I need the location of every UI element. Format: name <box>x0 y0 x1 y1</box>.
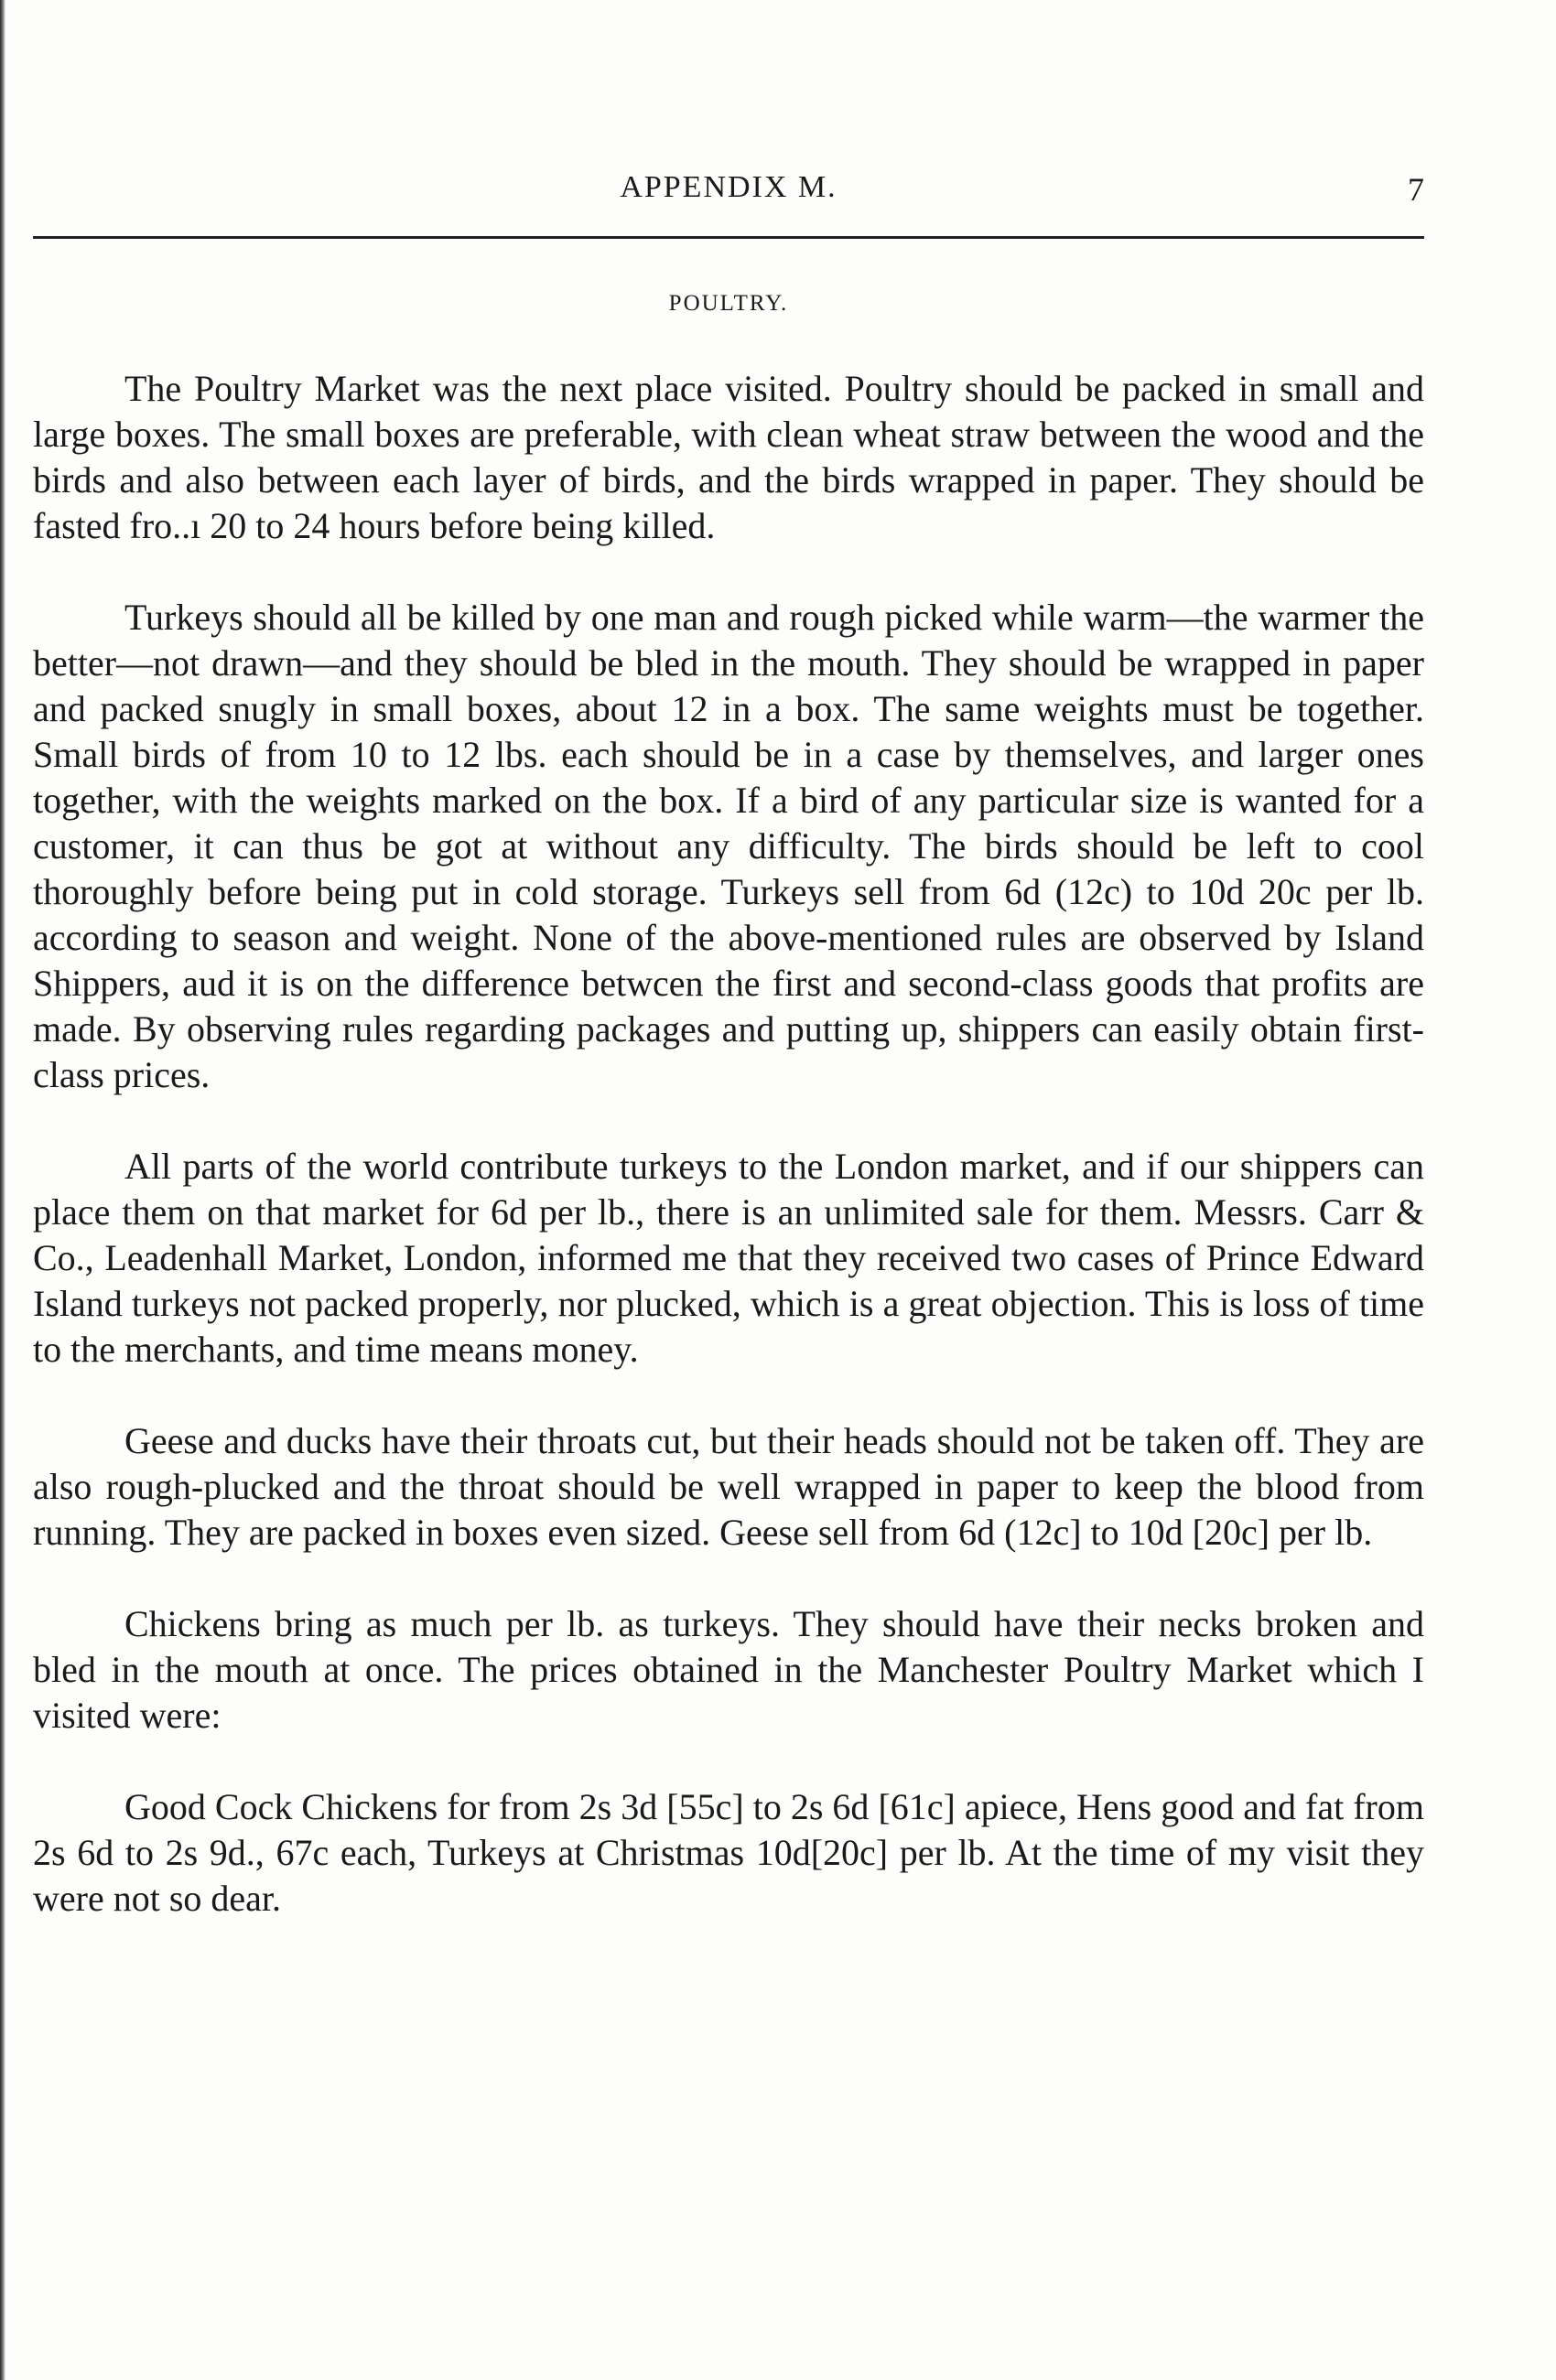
paragraph-geese-ducks: Geese and ducks have their throats cut, but their heads should not be taken off. They are also rough-plucked and the throat should be well wrapped in paper to keep the blood from running. They are packed in boxes even sized. Geese sell from 6d (12c] to 10d [20c] per lb. <box>33 1420 1424 1553</box>
section-title: POULTRY. <box>668 291 789 316</box>
page-number: 7 <box>1408 171 1424 208</box>
body-text <box>33 366 1424 1967</box>
paragraph-london-market: All parts of the world contribute turkeys to the London market, and if our shippers can place them on that market for 6d per lb., there is an unlimited sale for them. Messrs. Carr & Co., Leadenhall Market, London, informed me that they received two cases of Prince Edward Island turkeys not packed properly, nor plucked, which is a great objection. This is loss of time to the merchants, and time means money. <box>33 1146 1424 1370</box>
header-rule <box>33 236 1424 239</box>
running-head <box>33 170 1424 216</box>
page-spine-shadow <box>0 0 5 2380</box>
running-title: APPENDIX M. <box>620 170 837 204</box>
paragraph-turkeys: Turkeys should all be killed by one man and rough picked while warm—the warmer the better—not drawn—and they should be bled in the mouth. They should be wrapped in paper and packed snugly in small boxes, about 12 in a box. The same weights must be together. Small birds of from 10 to 12 lbs. each should be in a case by themselves, and larger ones together, with the weights marked on the box. If a bird of any particular size is wanted for a customer, it can thus be got at without any difficulty. The birds should be left to cool thoroughly before being put in cold storage. Turkeys sell from 6d (12c) to 10d 20c per lb. according to season and weight. None of the above-mentioned rules are observed by Island Shippers, aud it is on the difference betwcen the first and second-class goods that profits are made. By observing rules regarding packages and putting up, shippers can easily obtain first-class prices. <box>33 597 1424 1095</box>
paragraph-manchester-prices: Good Cock Chickens for from 2s 3d [55c] to 2s 6d [61c] apiece, Hens good and fat from 2s 6d to 2s 9d., 67c each, Turkeys at Christmas 10d[20c] per lb. At the time of my visit they were not so dear. <box>33 1786 1424 1919</box>
paragraph-chickens: Chickens bring as much per lb. as turkeys. They should have their necks broken and bled in the mouth at once. The prices obtained in the Manchester Poultry Market which I visited were: <box>33 1603 1424 1736</box>
paragraph-poultry-market: The Poultry Market was the next place visited. Poultry should be packed in small and large boxes. The small boxes are preferable, with clean wheat straw between the wood and the birds and also between each layer of birds, and the birds wrapped in paper. They should be fasted fro..ı 20 to 24 hours before being killed. <box>33 368 1424 546</box>
